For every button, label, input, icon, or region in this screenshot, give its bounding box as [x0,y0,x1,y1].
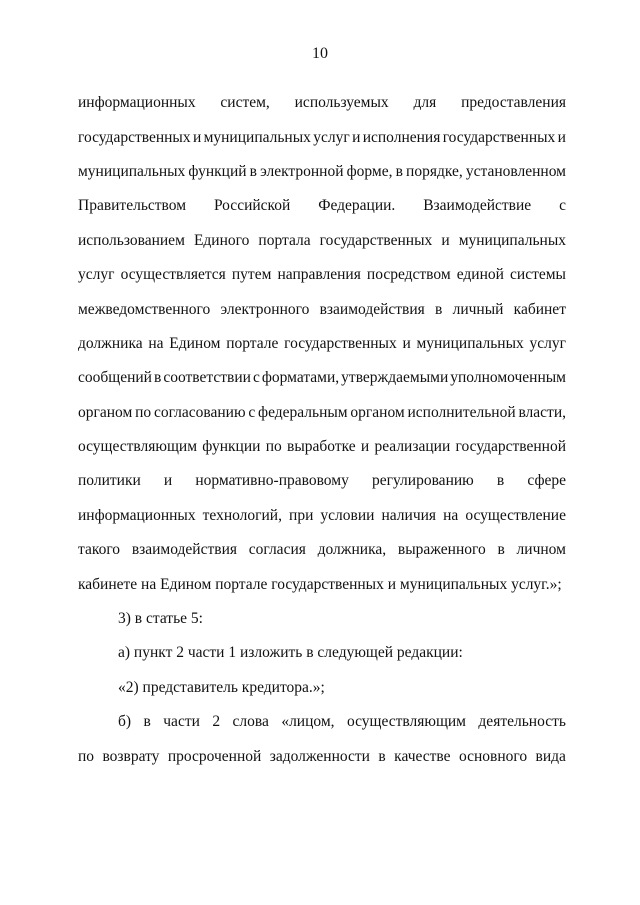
text-line: межведомственного электронного взаимодействия в личный кабинет [78,300,566,318]
text-line: государственных и муниципальных услуг и исполнения государственных и [78,128,566,146]
text-line: кабинете на Едином портале государственных и муниципальных услуг.»; [78,575,562,593]
text-line: «2) представитель кредитора.»; [118,678,325,696]
document-body [78,86,566,774]
text-line: осуществляющим функции по выработке и реализации государственной [78,438,566,456]
page-number: 10 [312,45,328,62]
text-line: информационных систем, используемых для предоставления [78,94,566,112]
text-line: органом по согласованию с федеральным органом исполнительной власти, [78,403,566,421]
text-line: использованием Единого портала государственных и муниципальных [78,231,566,249]
text-line: сообщений в соответствии с форматами, утверждаемыми уполномоченным [78,369,566,387]
text-line: муниципальных функций в электронной форме, в порядке, установленном [78,162,566,180]
text-line: по возврату просроченной задолженности в качестве основного вида [78,747,566,765]
text-line: Правительством Российской Федерации. Взаимодействие с [78,197,566,215]
text-line: информационных технологий, при условии наличия на осуществление [78,506,566,524]
text-line: б) в части 2 слова «лицом, осуществляющим деятельность [118,713,566,731]
text-line: политики и нормативно-правовому регулированию в сфере [78,472,566,490]
text-line: такого взаимодействия согласия должника, выраженного в личном [78,541,566,559]
text-line: должника на Едином портале государственных и муниципальных услуг [78,334,566,352]
text-line: услуг осуществляется путем направления посредством единой системы [78,266,566,284]
text-line: 3) в статье 5: [118,610,203,628]
text-line: а) пункт 2 части 1 изложить в следующей редакции: [118,644,463,662]
